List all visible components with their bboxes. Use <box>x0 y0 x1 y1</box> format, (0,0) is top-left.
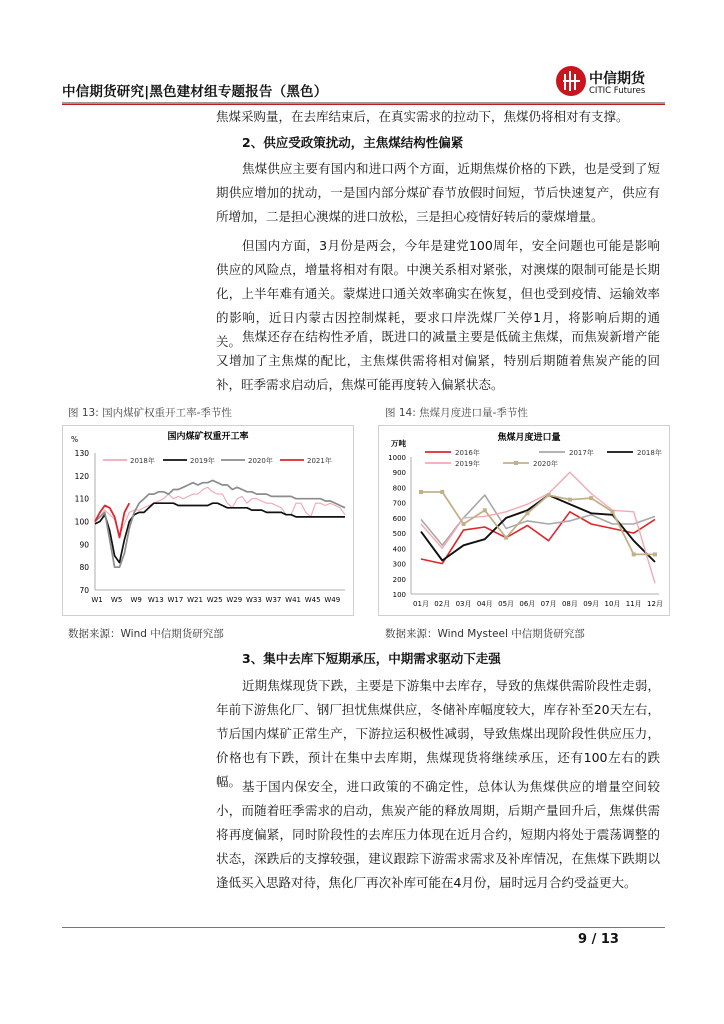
section-2-paragraph-3: 焦煤还存在结构性矛盾，既进口的减量主要是低硫主焦煤，而焦炭新增产能又增加了主焦煤的配比，主焦煤供需将相对偏紧，特别后期随着焦炭产能的回补，旺季需求启动后，焦煤可能再度转入偏紧状态。 <box>216 329 660 392</box>
chart-2-legend-marker <box>514 461 518 465</box>
section-3-paragraph-1: 近期焦煤现货下跌，主要是下游集中去库存，导致的焦煤供需阶段性走弱，年前下游焦化厂、钢厂担忧焦煤供应，冬储补库幅度较大，库存补至20天左右，节后国内煤矿正常生产，下游拉运积极性减弱，导致焦煤出现阶段性供应压力，价格也有下跌，预计在集中去库期，焦煤现货将继续承压，还有100左右的跌幅。 <box>216 678 660 789</box>
chart-2-x-tick-label: 07月 <box>540 600 557 608</box>
chart-1-x-tick-label: W13 <box>147 596 164 604</box>
chart-2-x-tick-label: 02月 <box>434 600 451 608</box>
chart-1-x-tick-label: W41 <box>285 596 302 604</box>
chart-2-legend-label: 2020年 <box>533 460 558 468</box>
chart-2-legend-label: 2016年 <box>455 449 480 457</box>
chart-2-data-point <box>653 552 657 556</box>
page-number: 9 / 13 <box>578 932 619 947</box>
chart-1-x-tick-label: W5 <box>110 596 123 604</box>
chart-2-data-point <box>547 493 551 497</box>
chart-1-svg <box>63 426 353 615</box>
chart-2-y-tick-label: 1000 <box>388 454 406 462</box>
chart-2-data-point <box>525 511 529 515</box>
figure-14-caption: 图 14: 焦煤月度进口量-季节性 <box>385 407 528 419</box>
section-2-paragraph-2: 但国内方面，3月份是两会，今年是建党100周年，安全问题也可能是影响供应的风险点，增量将相对有限。中澳关系相对紧张，对澳煤的限制可能是长期化，上半年难有通关。蒙煤进口通关效率确实在恢复，但也受到疫情、运输效率的影响，近日内蒙古因控制煤耗，要求口岸洗煤厂关停1月，将影响后期的通关。 <box>216 238 660 349</box>
section-3-paragraph-2: 基于国内保安全，进口政策的不确定性，总体认为焦煤供应的增量空间较小，而随着旺季需求的启动，焦炭产能的释放周期，后期产量回升后，焦煤供需将再度偏紧，同时阶段性的去库压力体现在近月合约，短期内将处于震荡调整的状态，深跌后的支撑较强，建议跟踪下游需求需求及补库情况，在焦煤下跌期以逢低买入思路对待，焦化厂再次补库可能在4月份，届时远月合约受益更大。 <box>216 779 660 890</box>
chart-1-x-tick-label: W45 <box>304 596 321 604</box>
section-2-title: 2、供应受政策扰动，主焦煤结构性偏紧 <box>242 135 464 150</box>
chart-1-y-tick-label: 120 <box>74 471 89 481</box>
chart-1-y-unit: % <box>71 435 79 444</box>
chart-2-x-tick-label: 06月 <box>519 600 536 608</box>
chart-1-y-tick-label: 110 <box>74 494 89 504</box>
chart-1-series-line <box>95 503 345 562</box>
chart-2-x-tick-label: 05月 <box>498 600 515 608</box>
chart-2-x-tick-label: 09月 <box>583 600 600 608</box>
chart-2-data-point <box>483 508 487 512</box>
chart-2-y-tick-label: 400 <box>392 545 406 554</box>
citic-logo-icon <box>556 66 586 96</box>
intro-line: 焦煤采购量，在去库结束后，在真实需求的拉动下，焦煤仍将相对有支撑。 <box>216 109 629 124</box>
section-2-paragraph-1: 焦煤供应主要有国内和进口两个方面，近期焦煤价格的下跌，也是受到了短期供应增加的扰动，一是国内部分煤矿春节放假时间短，节后快速复产，供应有所增加，二是担心澳煤的进口放松，三是担心疫情好转后的蒙煤增量。 <box>216 161 660 224</box>
chart-2-data-point <box>462 522 466 526</box>
chart-1-y-tick-label: 130 <box>74 449 89 458</box>
chart-1-x-tick-label: W1 <box>91 596 103 604</box>
chart-2-x-tick-label: 01月 <box>413 600 429 608</box>
figure-14-source: 数据来源：Wind Mysteel 中信期货研究部 <box>385 628 585 640</box>
chart-2-data-point <box>504 536 508 540</box>
chart-2-x-tick-label: 11月 <box>625 600 642 608</box>
chart-2-data-point <box>610 510 614 514</box>
citic-futures-logo <box>556 66 666 100</box>
header-rule-accent <box>62 104 665 105</box>
chart-2-legend-label: 2017年 <box>569 449 594 457</box>
chart-1-legend-label: 2021年 <box>307 457 332 465</box>
chart-1-x-tick-label: W29 <box>226 596 243 604</box>
chart-1-y-tick-label: 100 <box>74 517 89 527</box>
chart-2-x-tick-label: 03月 <box>455 600 472 608</box>
report-header-title: 中信期货研究|黑色建材组专题报告（黑色） <box>62 84 328 100</box>
chart-2-data-point <box>632 552 636 556</box>
chart-1-y-tick-label: 80 <box>79 563 89 573</box>
chart-1-title: 国内煤矿权重开工率 <box>167 432 249 442</box>
chart-2-y-tick-label: 200 <box>392 575 406 584</box>
chart-2-svg <box>379 426 669 615</box>
chart-1-x-tick-label: W25 <box>206 596 223 604</box>
chart-1-x-tick-label: W49 <box>324 596 341 604</box>
chart-1-y-tick-label: 70 <box>79 586 89 595</box>
chart-1-y-tick-label: 90 <box>79 540 89 550</box>
chart-2-data-point <box>419 490 423 494</box>
chart-2-title: 焦煤月度进口量 <box>497 433 561 443</box>
figure-13-caption: 图 13: 国内煤矿权重开工率-季节性 <box>68 407 232 419</box>
chart-2-data-point <box>440 490 444 494</box>
chart-2-x-tick-label: 04月 <box>476 600 493 608</box>
footer-rule <box>62 927 665 928</box>
chart-2-y-tick-label: 800 <box>392 484 406 493</box>
logo-english-name: CITIC Futures <box>589 86 646 96</box>
logo-chinese-name: 中信期货 <box>589 71 645 87</box>
chart-2-y-tick-label: 500 <box>392 530 406 539</box>
chart-1-legend-label: 2018年 <box>130 457 155 465</box>
chart-1-legend-label: 2020年 <box>248 457 273 465</box>
chart-2-x-tick-label: 08月 <box>561 600 578 608</box>
chart-2-y-tick-label: 700 <box>392 499 406 508</box>
chart-2-legend-label: 2018年 <box>637 449 662 457</box>
chart-coal-mine-operating-rate <box>62 425 354 616</box>
chart-2-x-tick-label: 12月 <box>647 600 663 608</box>
section-3-title: 3、集中去库下短期承压，中期需求驱动下走强 <box>242 651 501 666</box>
chart-2-y-unit: 万吨 <box>391 439 406 448</box>
chart-2-series-line <box>421 512 655 564</box>
chart-2-x-tick-label: 10月 <box>604 600 621 608</box>
chart-1-series-line <box>95 487 345 535</box>
chart-2-y-tick-label: 100 <box>392 591 406 599</box>
chart-1-x-tick-label: W33 <box>245 596 262 604</box>
chart-2-y-tick-label: 300 <box>392 560 406 569</box>
figure-13-source: 数据来源：Wind 中信期货研究部 <box>68 628 224 640</box>
chart-1-series-line <box>95 480 345 567</box>
chart-2-y-tick-label: 600 <box>392 514 406 523</box>
chart-1-x-tick-label: W37 <box>265 596 282 604</box>
chart-2-legend-label: 2019年 <box>455 460 480 468</box>
chart-2-data-point <box>568 498 572 502</box>
chart-2-y-tick-label: 900 <box>392 469 406 478</box>
chart-1-x-tick-label: W17 <box>167 596 184 604</box>
chart-2-data-point <box>589 496 593 500</box>
chart-coking-coal-imports <box>378 425 670 616</box>
chart-1-legend-label: 2019年 <box>190 457 215 465</box>
chart-1-x-tick-label: W9 <box>130 596 142 604</box>
chart-1-x-tick-label: W21 <box>187 596 203 604</box>
